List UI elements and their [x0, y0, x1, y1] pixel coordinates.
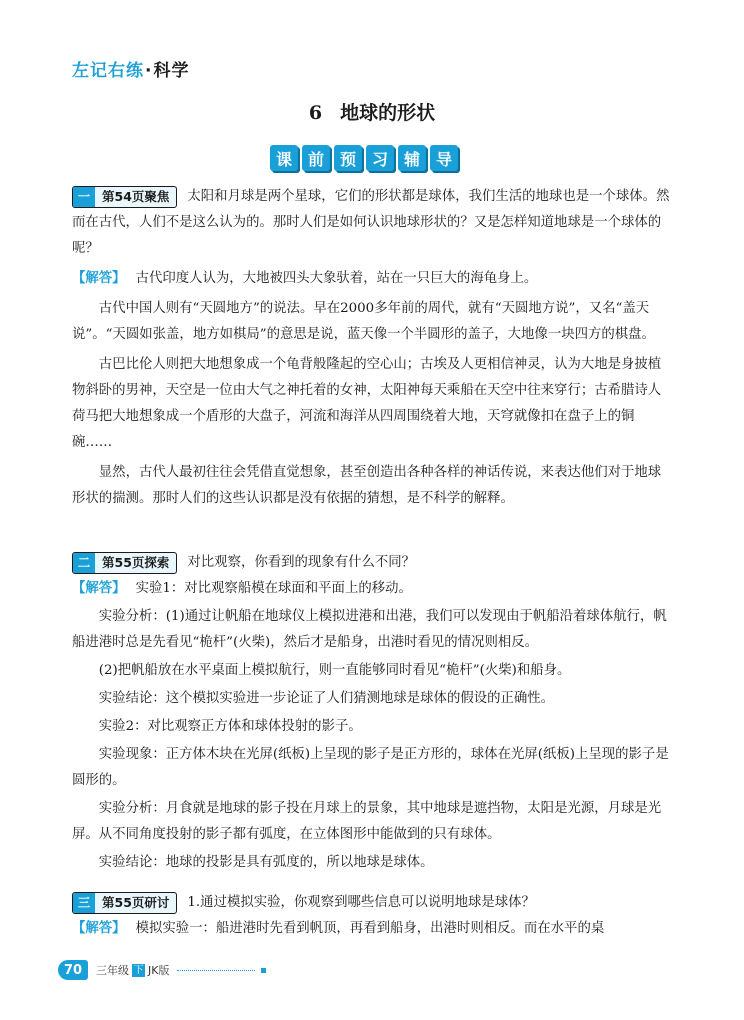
section-1-answer-label: 【解答】: [72, 271, 126, 286]
section-1-question: 太阳和月球是两个星球，它们的形状都是球体，我们生活的地球也是一个球体。然而在古代，人们不是这么认为的。那时人们是如何认识地球形状的？又是怎样知道地球是一个球体的呢？: [72, 189, 670, 256]
section-3-question-para: [72, 890, 672, 916]
footer-square-mark: [261, 968, 266, 973]
section-2-label: 第55页探索: [102, 554, 170, 570]
section-2-paragraph: 实验结论：地球的投影是具有弧度的，所以地球是球体。: [98, 855, 434, 870]
section-1-paragraph: 古代中国人则有“天圆地方”的说法。早在2000多年前的周代，就有“天圆地方说”，又名“盖天说”。“天圆如张盖，地方如棋局”的意思是说，蓝天像一个半圆形的盖子，大地像一块四方的棋盘。: [72, 301, 655, 342]
section-1-badge: 一: [73, 187, 95, 207]
section-banner: [270, 145, 458, 171]
section-1-label: 第54页聚焦: [102, 188, 170, 204]
section-3-answer-label: 【解答】: [72, 921, 126, 936]
section-1-paragraph: 古巴比伦人则把大地想象成一个龟背般隆起的空心山；古埃及人更相信神灵，认为大地是身披植物斜卧的男神，天空是一位由大气之神托着的女神，太阳神每天乘船在天空中往来穿行；古希腊诗人荷马把大地想象成一个盾形的大盘子，河流和海洋从四周围绕着大地，天穹就像扣在盘子上的铜碗……: [72, 357, 662, 450]
section-1: [72, 184, 672, 512]
banner-char: 预: [334, 145, 362, 171]
section-2-question-para: [72, 550, 672, 576]
lesson-title: 地球的形状: [340, 102, 436, 124]
section-2-paragraph: 实验分析：月食就是地球的影子投在月球上的景象，其中地球是遮挡物，太阳是光源，月球是光屏。从不同角度投射的影子都有弧度，在立体图形中能做到的只有球体。: [72, 801, 662, 842]
brand-header: [72, 56, 189, 81]
section-2-question: 对比观察，你看到的现象有什么不同？: [187, 555, 416, 570]
section-2-answer-first: 实验1：对比观察船模在球面和平面上的移动。: [135, 581, 412, 596]
section-3-badge: 三: [73, 893, 95, 913]
brand-dot: ·: [145, 61, 153, 81]
footer-dotted-line: [177, 969, 255, 971]
section-2-paragraph: (2)把帆船放在水平桌面上模拟航行，则一直能够同时看见“桅杆”(火柴)和船身。: [98, 663, 571, 678]
grade-label: 三年级: [96, 964, 129, 977]
section-3-question: 1.通过模拟实验，你观察到哪些信息可以说明地球是球体？: [187, 895, 535, 910]
page-title: [0, 98, 744, 125]
section-2-badge: 二: [73, 553, 95, 573]
section-2-tag: [72, 552, 177, 574]
page-footer: [58, 960, 266, 980]
section-2-paragraph: 实验2：对比观察正方体和球体投射的影子。: [98, 719, 362, 734]
section-2-paragraph: 实验分析：(1)通过让帆船在地球仪上模拟进港和出港，我们可以发现由于帆船沿着球体航行，帆船进港时总是先看见“桅杆”(火柴)，然后才是船身，出港时看见的情况则相反。: [72, 609, 667, 650]
section-2-answer-label: 【解答】: [72, 581, 126, 596]
section-1-paragraph: 显然，古代人最初往往会凭借直觉想象，甚至创造出各种各样的神话传说，来表达他们对于地球形状的揣测。那时人们的这些认识都是没有依据的猜想，是不科学的解释。: [72, 465, 662, 506]
banner-char: 前: [302, 145, 330, 171]
section-2-answer-para: [72, 576, 672, 602]
section-2-paragraph: 实验结论：这个模拟实验进一步论证了人们猜测地球是球体的假设的正确性。: [98, 691, 555, 706]
brand-name: 左记右练: [72, 61, 144, 81]
volume-badge: 下: [133, 964, 144, 976]
subject-name: 科学: [153, 61, 190, 81]
banner-char: 导: [430, 145, 458, 171]
section-2-paragraph: 实验现象：正方体木块在光屏(纸板)上呈现的影子是正方形的，球体在光屏(纸板)上呈现的影子是圆形的。: [72, 747, 669, 788]
section-1-tag: [72, 186, 177, 208]
section-2: [72, 550, 672, 876]
section-1-answer-first: 古代印度人认为，大地被四头大象驮着，站在一只巨大的海龟身上。: [135, 271, 538, 286]
section-3-answer-first: 模拟实验一：船进港时先看到帆顶，再看到船身，出港时则相反。而在水平的桌: [135, 921, 605, 936]
section-3: [72, 890, 672, 942]
banner-char: 课: [270, 145, 298, 171]
section-3-answer-para: [72, 916, 672, 942]
section-1-answer-para: [72, 266, 672, 292]
page-number: 70: [58, 960, 88, 980]
banner-char: 习: [366, 145, 394, 171]
lesson-number: 6: [308, 102, 323, 124]
section-3-label: 第55页研讨: [102, 894, 170, 910]
section-3-tag: [72, 892, 177, 914]
banner-char: 辅: [398, 145, 426, 171]
edition-label: JK版: [148, 964, 170, 977]
section-1-question-para: [72, 184, 672, 262]
